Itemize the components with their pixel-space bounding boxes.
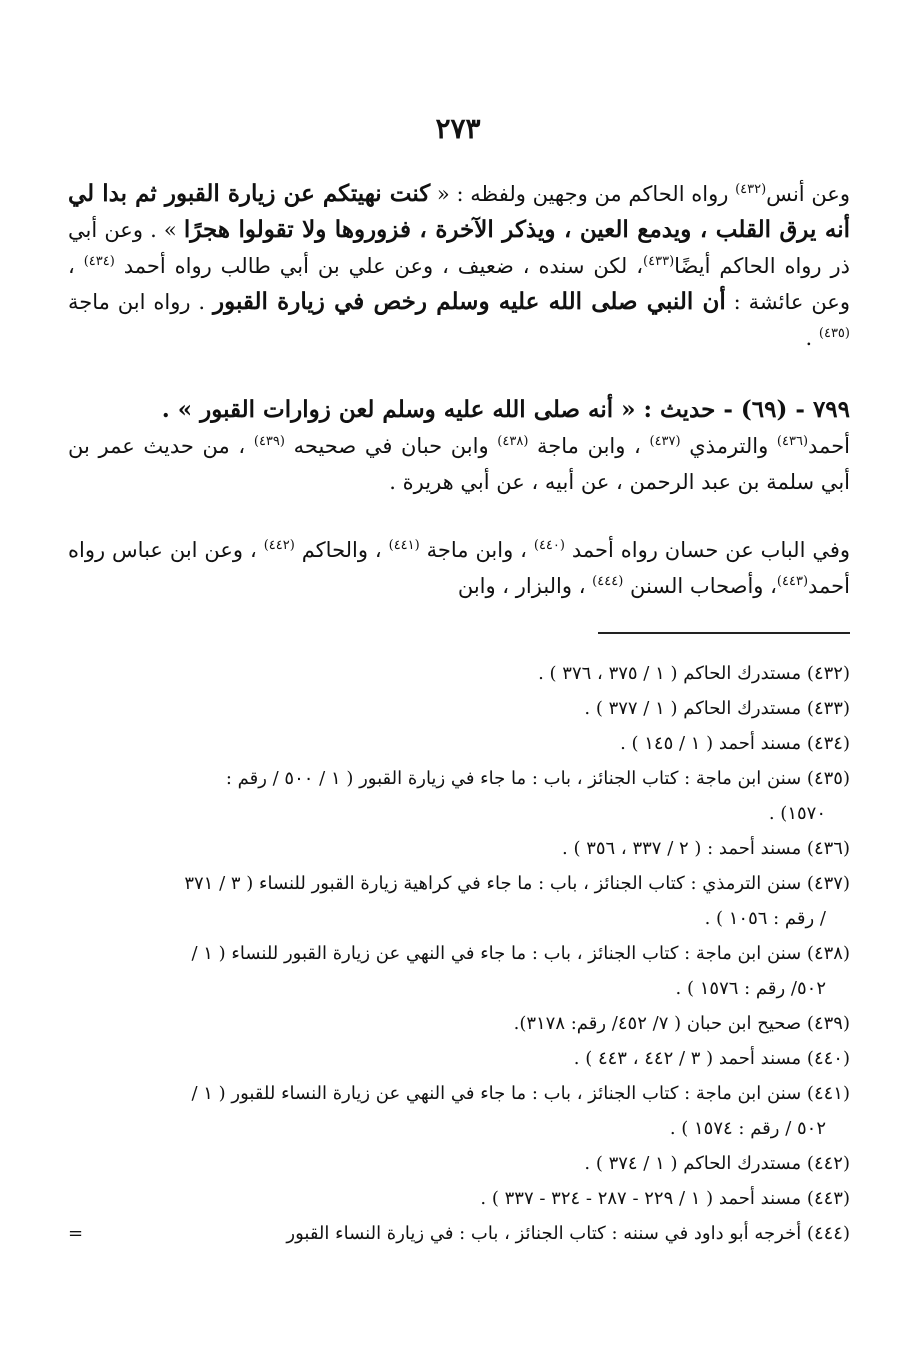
text-span: رواه الحاكم من وجهين ولفظه : « <box>430 182 736 206</box>
footnote-continuation: ٥٠٢ / رقم : ١٥٧٤ ) . <box>669 1118 826 1139</box>
footnote-ref[interactable]: (٤٤٣) <box>776 574 809 589</box>
footnote-text: (٤٤٤) أخرجه أبو داود في سننه : كتاب الجنائز ، باب : في زيارة النساء القبور <box>286 1223 850 1244</box>
paragraph-hadith-799 <box>68 392 850 500</box>
footnote-divider <box>598 632 850 634</box>
footnote-ref[interactable]: (٤٤٢) <box>263 538 295 553</box>
footnote-444 <box>68 1216 850 1251</box>
text-span: ، وعن ابن عباس رواه أحمد <box>68 538 850 598</box>
footnote-ref[interactable]: (٤٣٥) <box>818 326 850 341</box>
text-span: ، من حديث عمر بن أبي سلمة بن عبد الرحمن ، عن أبيه ، عن أبي هريرة . <box>68 434 850 494</box>
footnote-ref[interactable]: (٤٤١) <box>388 538 420 553</box>
footnote-443 <box>68 1181 850 1216</box>
text-span: والترمذي <box>680 434 777 458</box>
footnote-text: (٤٤٣) مسند أحمد ( ١ / ٢٢٩ - ٢٨٧ - ٣٢٤ - ٣٣٧ ) . <box>480 1188 850 1209</box>
text-span: ، وابن ماجة <box>528 434 650 458</box>
text-span: ، لكن سنده ، ضعيف ، وعن علي بن أبي طالب رواه أحمد <box>114 254 644 278</box>
hadith-text-bold: أن النبي صلى الله عليه وسلم رخص في زيارة القبور <box>212 288 726 315</box>
footnote-continuation: ١٥٧٠) . <box>768 803 826 824</box>
footnote-continuation: ٥٠٢/ رقم : ١٥٧٦ ) . <box>675 978 826 999</box>
footnote-text: (٤٤١) سنن ابن ماجة : كتاب الجنائز ، باب : ما جاء في النهي عن زيارة النساء للقبور ( ١ / <box>191 1083 850 1104</box>
text-span: ، والحاكم <box>294 538 389 562</box>
footnote-text: (٤٤٢) مستدرك الحاكم ( ١ / ٣٧٤ ) . <box>584 1153 850 1174</box>
footnote-continuation: / رقم : ١٠٥٦ ) . <box>704 908 826 929</box>
text-span: ، والبزار ، وابن <box>457 574 593 598</box>
footnote-text: (٤٤٠) مسند أحمد ( ٣ / ٤٤٢ ، ٤٤٣ ) . <box>573 1048 850 1069</box>
footnote-text: (٤٣٥) سنن ابن ماجة : كتاب الجنائز ، باب : ما جاء في زيارة القبور ( ١ / ٥٠٠ / رقم : <box>225 768 850 789</box>
footnote-ref[interactable]: (٤٣٩) <box>253 434 285 449</box>
footnote-ref[interactable]: (٤٤٤) <box>592 574 624 589</box>
text-span: ، وعن عائشة : <box>68 254 850 314</box>
paragraph-related-narrations <box>68 532 850 604</box>
footnote-ref[interactable]: (٤٣٤) <box>83 254 115 269</box>
footnote-432 <box>68 656 850 691</box>
hadith-heading: ٧٩٩ - (٦٩) - حديث : « أنه صلى الله عليه وسلم لعن زوارات القبور » . <box>161 396 850 423</box>
footnote-ref[interactable]: (٤٣٧) <box>649 434 681 449</box>
footnote-ref[interactable]: (٤٣٨) <box>497 434 529 449</box>
footnote-433 <box>68 691 850 726</box>
footnote-ref[interactable]: (٤٤٠) <box>533 538 565 553</box>
footnote-ref[interactable]: (٤٣٣) <box>643 254 675 269</box>
footnote-439 <box>68 1006 850 1041</box>
text-span: وابن حبان في صحيحه <box>284 434 498 458</box>
footnote-ref[interactable]: (٤٣٢) <box>735 182 767 197</box>
footnote-text: (٤٣٢) مستدرك الحاكم ( ١ / ٣٧٥ ، ٣٧٦ ) . <box>538 663 850 684</box>
footnotes <box>68 656 850 1251</box>
footnote-436 <box>68 831 850 866</box>
footnote-text: (٤٣٨) سنن ابن ماجة : كتاب الجنائز ، باب : ما جاء في النهي عن زيارة القبور للنساء ( ١ / <box>191 943 850 964</box>
footnote-434 <box>68 726 850 761</box>
continuation-mark: = <box>68 1223 84 1244</box>
footnote-442 <box>68 1146 850 1181</box>
text-span: ، وأصحاب السنن <box>623 574 777 598</box>
page-number: ٢٧٣ <box>435 112 481 145</box>
text-span: أحمد <box>808 434 851 458</box>
footnote-440 <box>68 1041 850 1076</box>
text-span: . رواه ابن ماجة <box>68 290 213 314</box>
text-span: وفي الباب عن حسان رواه أحمد <box>564 538 851 562</box>
footnote-text: (٤٣٤) مسند أحمد ( ١ / ١٤٥ ) . <box>620 733 850 754</box>
footnote-text: (٤٣٧) سنن الترمذي : كتاب الجنائز ، باب : ما جاء في كراهية زيارة القبور للنساء ( ٣ / ٣٧١ <box>184 873 850 894</box>
text-span: ، وابن ماجة <box>419 538 534 562</box>
footnote-437 <box>68 866 850 936</box>
text-span: . <box>805 326 819 350</box>
footnote-435 <box>68 761 850 831</box>
footnote-ref[interactable]: (٤٣٦) <box>776 434 809 449</box>
hadith-text-bold: كنت نهيتكم عن زيارة القبور ثم بدا لي أنه يرق القلب ، ويدمع العين ، ويذكر الآخرة ، فزوروها ولا تقولوا هجرًا <box>68 180 850 243</box>
text-span: وعن أنس <box>766 182 850 206</box>
paragraph-hadith-visiting-graves <box>68 176 850 356</box>
footnote-441 <box>68 1076 850 1146</box>
footnote-438 <box>68 936 850 1006</box>
footnote-text: (٤٣٦) مسند أحمد : ( ٢ / ٣٣٧ ، ٣٥٦ ) . <box>562 838 850 859</box>
text-span: » . وعن أبي ذر رواه الحاكم أيضًا <box>68 218 850 278</box>
footnote-text: (٤٣٣) مستدرك الحاكم ( ١ / ٣٧٧ ) . <box>584 698 850 719</box>
footnote-text: (٤٣٩) صحيح ابن حبان ( ٧/ ٤٥٢/ رقم: ٣١٧٨). <box>513 1013 850 1034</box>
